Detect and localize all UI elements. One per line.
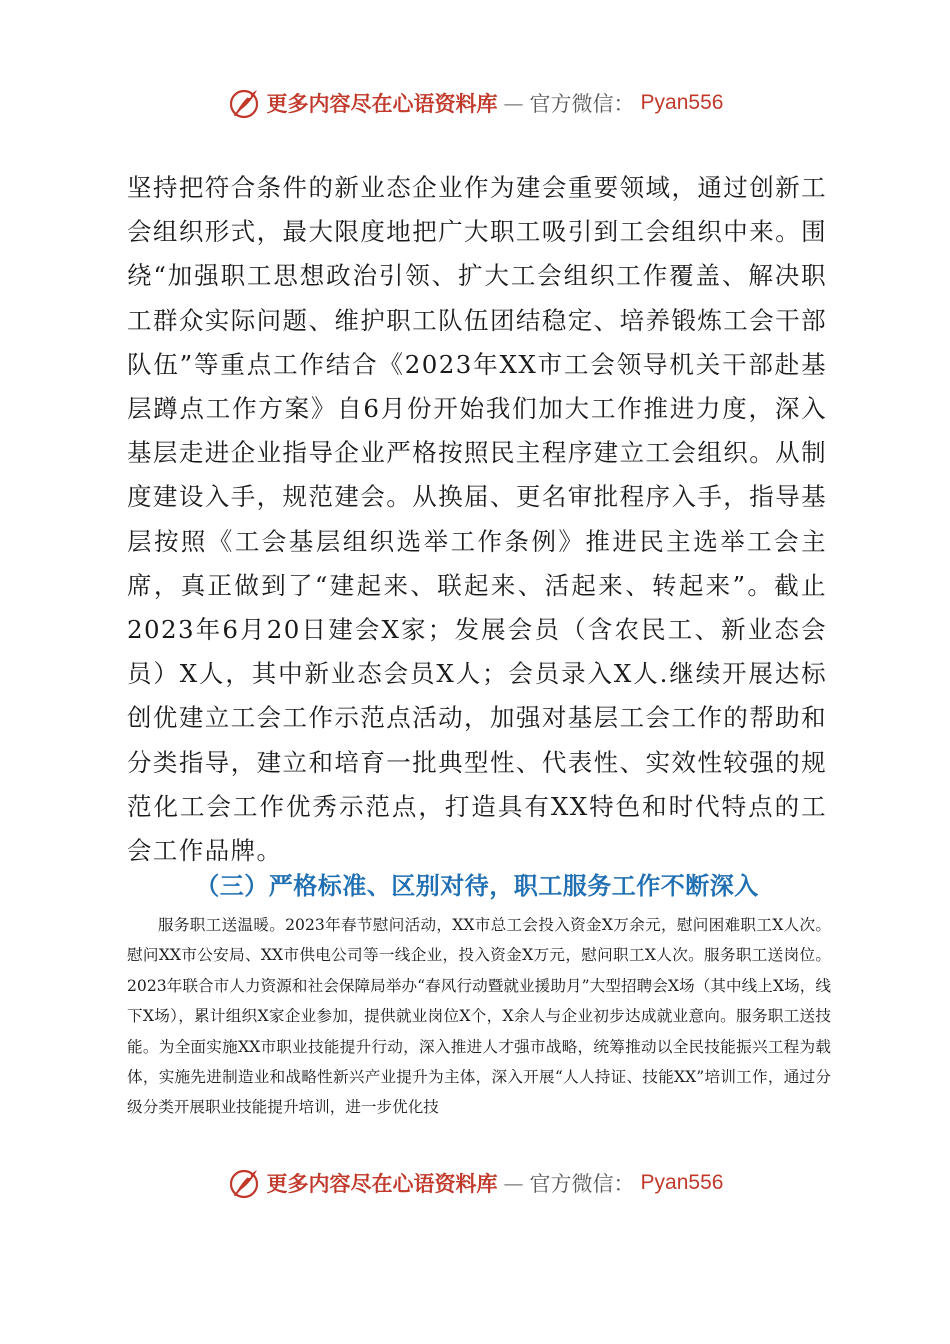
feather-quill-logo-icon: [227, 86, 261, 120]
watermark-brand: 更多内容尽在心语资料库: [266, 1171, 498, 1196]
watermark-wechat-id: Pyan556: [640, 91, 724, 114]
feather-quill-logo-icon: [227, 1166, 261, 1200]
watermark-label: 官方微信：: [529, 92, 635, 116]
section-heading: （三）严格标准、区别对待，职工服务工作不断深入: [195, 871, 759, 900]
watermark-label: 官方微信：: [529, 1172, 635, 1196]
watermark-dash: —: [503, 91, 524, 115]
header-watermark: [0, 83, 950, 123]
watermark-brand: 更多内容尽在心语资料库: [266, 91, 498, 116]
footer-watermark: [0, 1163, 950, 1203]
watermark-wechat-id: Pyan556: [640, 1171, 724, 1194]
body-paragraph: 坚持把符合条件的新业态企业作为建会重要领域，通过创新工会组织形式，最大限度地把广大职工吸引到工会组织中来。围绕“加强职工思想政治引领、扩大工会组织工作覆盖、解决职工群众实际问题、维护职工队伍团结稳定、培养锻炼工会干部队伍”等重点工作结合《2023年XX市工会领导机关干部赴基层蹲点工作方案》自6月份开始我们加大工作推进力度，深入基层走进企业指导企业严格按照民主程序建立工会组织。从制度建设入手，规范建会。从换届、更名审批程序入手，指导基层按照《工会基层组织选举工作条例》推进民主选举工会主席，真正做到了“建起来、联起来、活起来、转起来”。截止2023年6月20日建会X家；发展会员（含农民工、新业态会员）X人，其中新业态会员X人；会员录入X人.继续开展达标创优建立工会工作示范点活动，加强对基层工会工作的帮助和分类指导，建立和培育一批典型性、代表性、实效性较强的规范化工会工作优秀示范点，打造具有XX特色和时代特点的工会工作品牌。: [127, 173, 827, 866]
section-paragraph: 服务职工送温暖。2023年春节慰问活动，XX市总工会投入资金X万余元，慰问困难职工X人次。慰问XX市公安局、XX市供电公司等一线企业，投入资金X万元，慰问职工X人次。服务职工送岗位。2023年联合市人力资源和社会保障局举办“春风行动暨就业援助月”大型招聘会X场（其中线上X场，线下X场），累计组织X家企业参加，提供就业岗位X个，X余人与企业初步达成就业意向。服务职工送技能。为全面实施XX市职业技能提升行动，深入推进人才强市战略，统筹推动以全民技能振兴工程为载体，实施先进制造业和战略性新兴产业提升为主体，深入开展“人人持证、技能XX”培训工作，通过分级分类开展职业技能提升培训，进一步优化技: [127, 916, 831, 1117]
watermark-dash: —: [503, 1171, 524, 1195]
